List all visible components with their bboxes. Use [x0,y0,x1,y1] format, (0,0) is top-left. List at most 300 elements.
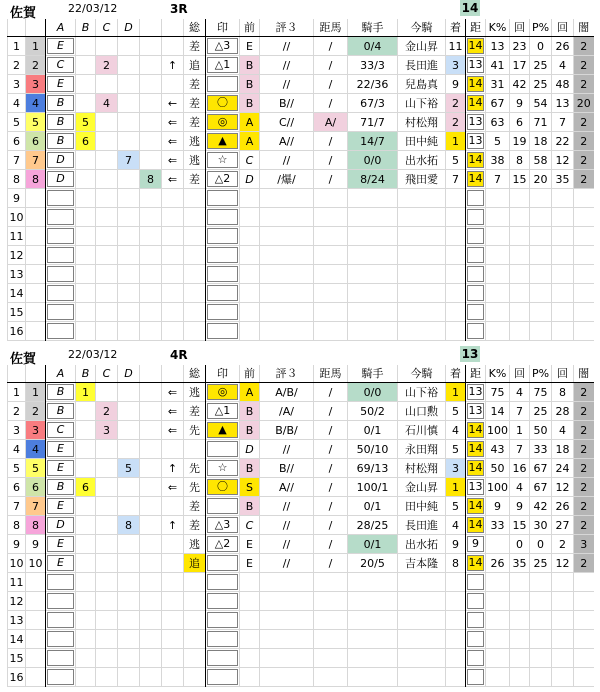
column-header-prev: 前 [240,19,260,37]
dist-horse: / [314,478,348,497]
mark-box: 〇 [207,479,238,495]
count2: 8 [552,383,574,402]
mark [206,303,240,322]
row-no: 2 [8,402,26,421]
empty-row [8,265,594,284]
k-pct: 63 [486,113,510,132]
jockey-stat: 14/7 [348,132,398,151]
dist-horse: / [314,75,348,94]
jockey-stat: 0/0 [348,151,398,170]
rank-e [140,151,162,170]
prev: A [240,132,260,151]
rank-d [118,421,140,440]
rank-b [76,37,96,56]
count [510,265,530,284]
column-header-arrow [162,19,184,37]
mark [206,611,240,630]
dist-box: 14 [468,77,483,90]
rank-c [96,573,118,592]
style: 追 [184,56,206,75]
table-row [8,497,594,516]
rank-d [118,630,140,649]
runner-count-badge: 13 [461,347,479,361]
prev: B [240,94,260,113]
style: 差 [184,94,206,113]
mark-box: 〇 [207,95,238,111]
dist-horse: / [314,554,348,573]
post: 7 [26,497,46,516]
post [26,265,46,284]
yami: 2 [574,37,594,56]
post: 4 [26,94,46,113]
eval3: B// [260,459,314,478]
mark-box [207,285,238,301]
mark [206,649,240,668]
dist-horse [314,630,348,649]
p-pct [530,265,552,284]
mark-box [207,650,238,666]
table-row [8,402,594,421]
rank-c: 2 [96,56,118,75]
rank-d [118,37,140,56]
rank-c [96,75,118,94]
p-pct [530,668,552,687]
yami: 3 [574,535,594,554]
row-no: 12 [8,592,26,611]
rank-a-box: E [47,536,74,552]
dist-horse: / [314,383,348,402]
eval3: // [260,37,314,56]
venue-name: 佐賀 [10,6,37,21]
empty-row [8,322,594,341]
dist [466,208,486,227]
dist-box: 14 [468,518,483,531]
yami: 2 [574,383,594,402]
rank-c [96,630,118,649]
finish: 2 [446,113,466,132]
p-pct [530,227,552,246]
eval3: A/B/ [260,383,314,402]
dist-box: 14 [468,39,483,52]
dist-box [467,574,484,590]
count: 15 [510,170,530,189]
eval3 [260,284,314,303]
jockey-stat: 33/3 [348,56,398,75]
row-no: 16 [8,322,26,341]
table-row [8,132,594,151]
yami: 2 [574,75,594,94]
mark [206,421,240,440]
jockey [398,246,446,265]
count: 0 [510,535,530,554]
rank-a-box [47,574,74,590]
dist [466,554,486,573]
dist-box [467,593,484,609]
jockey: 金山昇 [398,37,446,56]
yami: 2 [574,151,594,170]
dist-box [467,228,484,244]
yami: 2 [574,421,594,440]
count2 [552,668,574,687]
mark-box: ▲ [207,422,238,438]
rank-e [140,208,162,227]
count [510,246,530,265]
jockey [398,208,446,227]
rank-c [96,611,118,630]
jockey: 村松翔 [398,113,446,132]
post [26,227,46,246]
rank-a-box: D [47,171,74,187]
rank-b [76,573,96,592]
finish [446,189,466,208]
mark-box: ◎ [207,384,238,400]
rank-b [76,170,96,189]
rank-c [96,37,118,56]
count2 [552,265,574,284]
rank-b [76,554,96,573]
post: 6 [26,132,46,151]
column-header-mark: 印 [206,19,240,37]
mark [206,554,240,573]
dist-box: 13 [468,58,483,71]
mark-box: ◎ [207,114,238,130]
style: 差 [184,170,206,189]
empty-row [8,630,594,649]
count2 [552,592,574,611]
p-pct: 42 [530,497,552,516]
rank-a [46,56,76,75]
p-pct [530,611,552,630]
rank-d [118,611,140,630]
arrow [162,246,184,265]
rank-a-box [47,669,74,685]
prev [240,265,260,284]
eval3: A// [260,478,314,497]
dist-box [467,612,484,628]
eval3: // [260,75,314,94]
count2 [552,208,574,227]
entries-grid [7,19,594,341]
dist-horse [314,611,348,630]
rank-b [76,535,96,554]
row-no: 6 [8,132,26,151]
prev: B [240,421,260,440]
dist-box: 13 [468,404,483,417]
rank-c: 4 [96,94,118,113]
mark [206,478,240,497]
k-pct: 31 [486,75,510,94]
finish: 5 [446,497,466,516]
rank-a-box: E [47,38,74,54]
finish: 5 [446,151,466,170]
count2: 7 [552,113,574,132]
rank-e [140,573,162,592]
yami: 2 [574,554,594,573]
rank-a-box: B [47,114,74,130]
finish [446,592,466,611]
style: 差 [184,402,206,421]
k-pct: 14 [486,402,510,421]
mark [206,459,240,478]
dist-horse [314,649,348,668]
table-row [8,535,594,554]
column-header-dist-horse: 距馬 [314,19,348,37]
mark [206,630,240,649]
prev: B [240,497,260,516]
prev [240,246,260,265]
row-no: 4 [8,440,26,459]
rank-a [46,459,76,478]
count [510,189,530,208]
rank-d [118,573,140,592]
rank-e [140,402,162,421]
count [510,573,530,592]
count: 4 [510,478,530,497]
dist [466,227,486,246]
jockey-stat [348,208,398,227]
jockey-stat: 50/2 [348,402,398,421]
mark [206,170,240,189]
finish [446,573,466,592]
style [184,227,206,246]
arrow: ⇐ [162,132,184,151]
rank-e [140,37,162,56]
style: 先 [184,478,206,497]
eval3: // [260,535,314,554]
jockey [398,303,446,322]
rank-a [46,227,76,246]
p-pct [530,592,552,611]
rank-d [118,649,140,668]
style: 先 [184,421,206,440]
k-pct: 50 [486,459,510,478]
rank-c [96,440,118,459]
rank-c [96,649,118,668]
empty-row [8,611,594,630]
mark [206,265,240,284]
table-row [8,516,594,535]
count2: 27 [552,516,574,535]
dist [466,151,486,170]
k-pct [486,573,510,592]
prev: D [240,170,260,189]
jockey: 村松翔 [398,459,446,478]
rank-a [46,132,76,151]
jockey-stat: 0/0 [348,383,398,402]
jockey-stat [348,573,398,592]
yami: 2 [574,516,594,535]
finish: 1 [446,383,466,402]
table-row [8,37,594,56]
dist-horse: / [314,37,348,56]
mark [206,37,240,56]
dist-horse: / [314,459,348,478]
rank-d [118,113,140,132]
k-pct: 75 [486,383,510,402]
arrow: ⇐ [162,113,184,132]
dist [466,246,486,265]
eval3: // [260,151,314,170]
finish: 4 [446,516,466,535]
post [26,322,46,341]
arrow [162,208,184,227]
jockey-stat [348,303,398,322]
style: 差 [184,75,206,94]
column-header-finish: 着 [446,365,466,383]
eval3: B// [260,94,314,113]
prev: B [240,56,260,75]
yami [574,649,594,668]
column-header-rank-d: D [118,365,140,383]
eval3 [260,573,314,592]
yami: 2 [574,497,594,516]
post [26,668,46,687]
p-pct: 67 [530,478,552,497]
rank-b [76,189,96,208]
column-header-dist-horse: 距馬 [314,365,348,383]
jockey-stat: 0/1 [348,535,398,554]
arrow [162,37,184,56]
rank-d [118,208,140,227]
prev [240,227,260,246]
rank-a-box [47,304,74,320]
jockey: 山下裕 [398,383,446,402]
runner-count-badge: 14 [461,1,479,15]
finish [446,227,466,246]
k-pct [486,611,510,630]
row-no: 4 [8,94,26,113]
mark [206,151,240,170]
dist-horse [314,208,348,227]
style: 差 [184,37,206,56]
rank-b: 1 [76,383,96,402]
arrow [162,630,184,649]
dist-horse: / [314,170,348,189]
mark [206,208,240,227]
style [184,630,206,649]
rank-b [76,151,96,170]
row-no: 5 [8,113,26,132]
rank-e [140,113,162,132]
rank-a-box: B [47,95,74,111]
rank-e [140,421,162,440]
post: 9 [26,535,46,554]
mark [206,113,240,132]
mark [206,668,240,687]
rank-a [46,383,76,402]
eval3 [260,592,314,611]
prev [240,284,260,303]
dist [466,113,486,132]
prev [240,649,260,668]
count: 42 [510,75,530,94]
dist [466,383,486,402]
jockey-stat: 0/1 [348,421,398,440]
rank-b: 5 [76,113,96,132]
count2 [552,227,574,246]
rank-c [96,478,118,497]
column-header-style: 総 [184,365,206,383]
rank-a [46,668,76,687]
post: 10 [26,554,46,573]
column-header-rank-c: C [96,365,118,383]
dist-horse [314,284,348,303]
count2 [552,630,574,649]
rank-d [118,284,140,303]
prev: E [240,535,260,554]
empty-row [8,284,594,303]
rank-d [118,227,140,246]
dist [466,668,486,687]
mark [206,516,240,535]
finish [446,303,466,322]
jockey-stat [348,322,398,341]
venue-name: 佐賀 [10,352,37,367]
rank-a [46,535,76,554]
p-pct: 50 [530,421,552,440]
eval3: // [260,497,314,516]
rank-d [118,535,140,554]
count: 23 [510,37,530,56]
column-header-eval3: 評３ [260,19,314,37]
jockey-stat: 0/4 [348,37,398,56]
jockey: 山口勲 [398,402,446,421]
rank-a-box [47,209,74,225]
k-pct: 33 [486,516,510,535]
dist [466,421,486,440]
mark-box [207,574,238,590]
dist-box: 14 [468,96,483,109]
rank-a [46,611,76,630]
arrow [162,303,184,322]
post [26,246,46,265]
row-no: 14 [8,284,26,303]
yami: 2 [574,402,594,421]
dist-box: 14 [468,153,483,166]
post: 6 [26,478,46,497]
dist-box [467,323,484,339]
p-pct: 25 [530,554,552,573]
rank-a-box [47,266,74,282]
rank-d [118,402,140,421]
rank-e [140,75,162,94]
finish: 1 [446,478,466,497]
column-header-count: 回 [510,19,530,37]
arrow: ↑ [162,56,184,75]
dist-box: 14 [468,556,483,569]
eval3 [260,208,314,227]
jockey [398,189,446,208]
rank-d [118,478,140,497]
dist-box [467,631,484,647]
rank-d [118,246,140,265]
rank-c: 3 [96,421,118,440]
yami [574,322,594,341]
rank-e [140,227,162,246]
post: 5 [26,459,46,478]
count: 7 [510,402,530,421]
count2 [552,611,574,630]
column-header-jockey-stat: 騎手 [348,19,398,37]
empty-row [8,573,594,592]
jockey: 永田翔 [398,440,446,459]
rank-e [140,478,162,497]
count [510,649,530,668]
column-header-rank-e [140,19,162,37]
mark [206,246,240,265]
column-header-row-no [8,365,26,383]
post: 8 [26,516,46,535]
